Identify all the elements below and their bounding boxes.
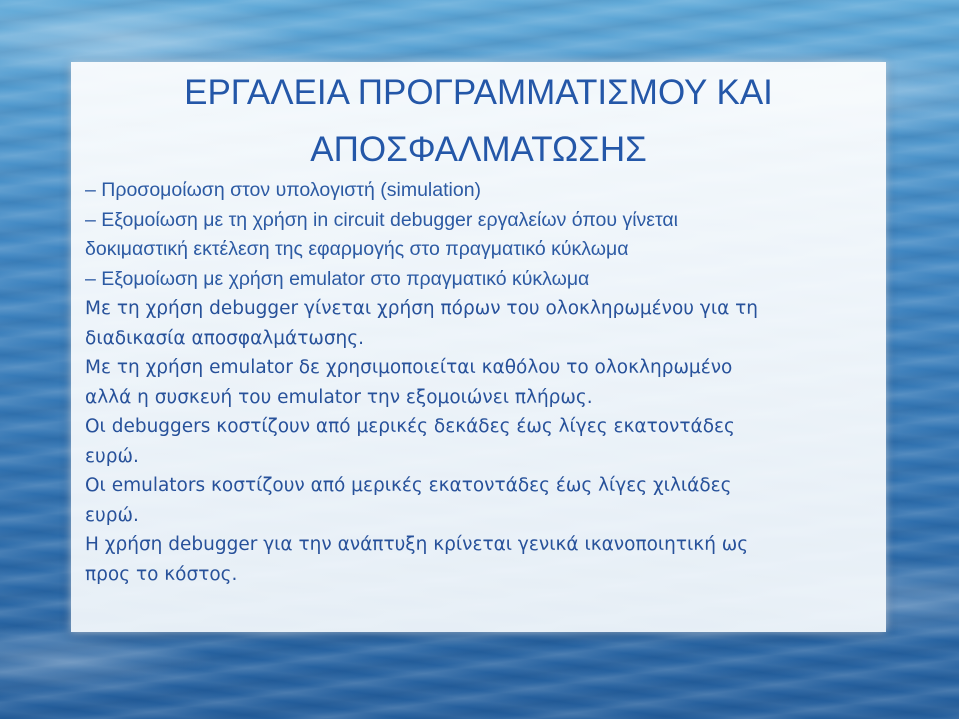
sub-bullet-in-circuit-debugger-cont: δοκιμαστική εκτέλεση της εφαρμογής στο πραγματικό κύκλωμα xyxy=(85,238,629,260)
paragraph-debugger-resources: Με τη χρήση debugger γίνεται χρήση πόρων του ολοκληρωμένου για τη xyxy=(85,298,759,319)
paragraph-debugger-resources-cont: διαδικασία αποσφαλμάτωσης. xyxy=(85,327,365,349)
bullet-list xyxy=(85,176,880,589)
paragraph-conclusion: Η χρήση debugger για την ανάπτυξη κρίνεται γενικά ικανοποιητική ως xyxy=(85,534,749,555)
slide-title xyxy=(71,62,886,178)
paragraph-emulator-cost-cont: ευρώ. xyxy=(85,504,139,526)
slide-title-line-2: ΑΠΟΣΦΑΛΜΑΤΩΣΗΣ xyxy=(310,130,647,169)
sub-bullet-emulator: – Εξομοίωση με χρήση emulator στο πραγματικό κύκλωμα xyxy=(85,267,590,290)
sub-bullet-in-circuit-debugger: – Εξομοίωση με τη χρήση in circuit debugger εργαλείων όπου γίνεται xyxy=(85,208,679,231)
paragraph-debugger-cost: Οι debuggers κοστίζουν από μερικές δεκάδες έως λίγες εκατοντάδες xyxy=(85,416,735,437)
slide-title-line-1: ΕΡΓΑΛΕΙΑ ΠΡΟΓΡΑΜΜΑΤΙΣΜΟΥ ΚΑΙ xyxy=(184,73,773,112)
content-panel xyxy=(71,62,886,632)
paragraph-debugger-cost-cont: ευρώ. xyxy=(85,445,139,467)
paragraph-emulator-cost: Οι emulators κοστίζουν από μερικές εκατοντάδες έως λίγες χιλιάδες xyxy=(85,475,732,496)
paragraph-emulator-usage: Με τη χρήση emulator δε χρησιμοποιείται καθόλου το ολοκληρωμένο xyxy=(85,357,733,378)
paragraph-emulator-usage-cont: αλλά η συσκευή του emulator την εξομοιώνει πλήρως. xyxy=(85,386,593,408)
paragraph-conclusion-cont: προς το κόστος. xyxy=(85,563,238,585)
sub-bullet-simulation: – Προσομοίωση στον υπολογιστή (simulation) xyxy=(85,179,482,201)
